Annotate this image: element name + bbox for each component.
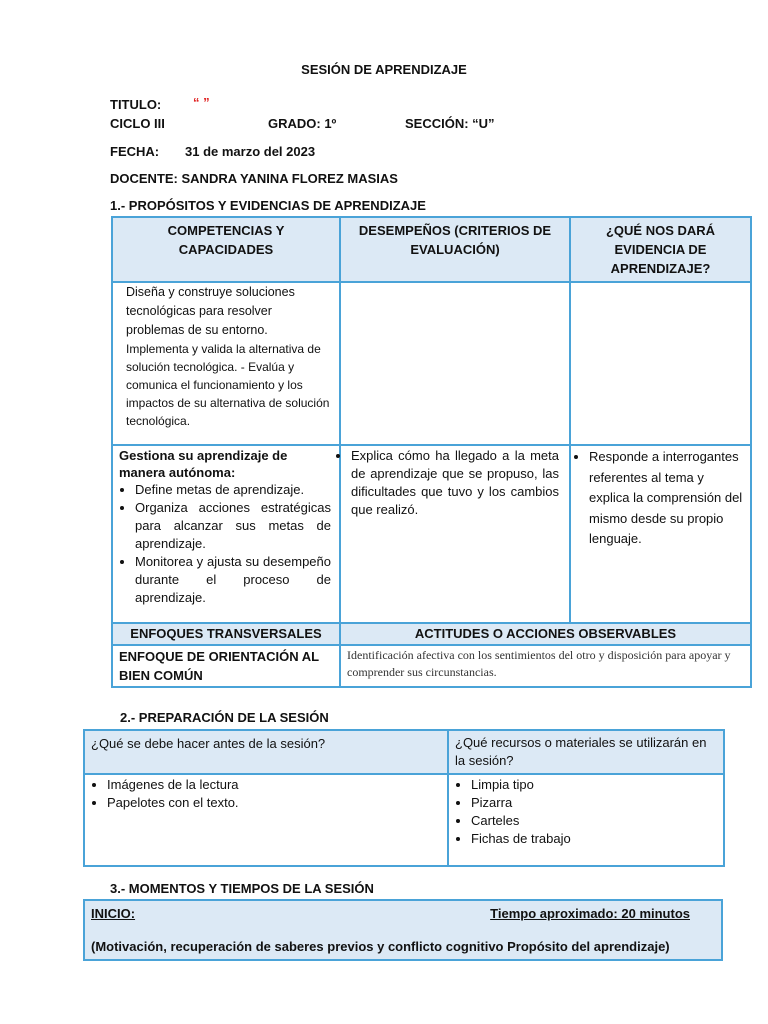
list-item: • Imágenes de la lectura <box>107 776 441 794</box>
inicio-descripcion: (Motivación, recuperación de saberes previos y conflicto cognitivo Propósito del aprendizaje) <box>91 939 670 954</box>
document-title: SESIÓN DE APRENDIZAJE <box>301 62 467 77</box>
evidencia-list <box>573 447 744 550</box>
header-enfoques: ENFOQUES TRANSVERSALES <box>112 623 340 645</box>
competencia-cell-2 <box>112 445 340 623</box>
list-item: • Carteles <box>471 812 717 830</box>
section1-heading: 1.- PROPÓSITOS Y EVIDENCIAS DE APRENDIZAJE <box>110 198 426 213</box>
enfoque-cell: ENFOQUE DE ORIENTACIÓN AL BIEN COMÚN <box>112 645 340 687</box>
preparacion-table <box>83 729 725 867</box>
titulo-label: TITULO: <box>110 97 162 112</box>
seccion: SECCIÓN: “U” <box>405 116 495 131</box>
grado: GRADO: 1º <box>268 116 337 131</box>
desempeno-list <box>343 447 559 519</box>
antes-cell <box>84 774 448 866</box>
evidencia-text: • Responde a interrogantes referentes al tema y explica la comprensión del mismo desde su propio lenguaje. <box>589 447 744 550</box>
list-item: • Pizarra <box>471 794 717 812</box>
header-actitudes: ACTITUDES O ACCIONES OBSERVABLES <box>340 623 751 645</box>
list-item: • Papelotes con el texto. <box>107 794 441 812</box>
header-recursos: ¿Qué recursos o materiales se utilizarán en la sesión? <box>448 730 724 774</box>
inicio-cell <box>84 900 722 960</box>
antes-list <box>91 776 441 812</box>
section3-heading: 3.- MOMENTOS Y TIEMPOS DE LA SESIÓN <box>110 881 374 896</box>
momentos-table <box>83 899 723 961</box>
list-item: • Organiza acciones estratégicas para alcanzar sus metas de aprendizaje. <box>135 499 331 553</box>
header-competencias: COMPETENCIAS Y CAPACIDADES <box>112 217 340 282</box>
desempeno-cell-2 <box>340 445 570 623</box>
gestiona-text: Gestiona su aprendizaje de manera autónoma: <box>119 448 288 480</box>
recursos-cell <box>448 774 724 866</box>
propositos-table <box>111 216 752 688</box>
evidencia-cell-2 <box>570 445 751 623</box>
ciclo: CICLO III <box>110 116 165 131</box>
capacidades-text: Implementa y valida la alternativa de solución tecnológica. - Evalúa y comunica el funcionamiento y los impactos de su alternativa de solución tecnológica. <box>126 342 330 428</box>
titulo-value: “ ” <box>193 95 210 110</box>
header-antes: ¿Qué se debe hacer antes de la sesión? <box>84 730 448 774</box>
list-item: • Fichas de trabajo <box>471 830 717 848</box>
competencia-text: Diseña y construye soluciones tecnológicas para resolver problemas de su entorno. <box>126 285 295 337</box>
recursos-list <box>455 776 717 848</box>
list-item: • Limpia tipo <box>471 776 717 794</box>
inicio-label: INICIO: <box>91 906 136 921</box>
desempeno-text: • Explica cómo ha llegado a la meta de aprendizaje que se propuso, las dificultades que tuvo y los cambios que realizó. <box>351 447 559 519</box>
gestiona-list <box>119 481 331 607</box>
desempeno-cell-1 <box>340 282 570 445</box>
actitud-cell: Identificación afectiva con los sentimientos del otro y disposición para apoyar y comprender sus circunstancias. <box>340 645 751 687</box>
evidencia-cell-1 <box>570 282 751 445</box>
competencia-cell-1 <box>112 282 340 445</box>
list-item: • Define metas de aprendizaje. <box>135 481 331 499</box>
tiempo-label: Tiempo aproximado: 20 minutos <box>490 906 690 921</box>
header-desempenos: DESEMPEÑOS (CRITERIOS DE EVALUACIÓN) <box>340 217 570 282</box>
fecha-label: FECHA: <box>110 144 160 159</box>
header-evidencia: ¿QUÉ NOS DARÁ EVIDENCIA DE APRENDIZAJE? <box>570 217 751 282</box>
list-item: • Monitorea y ajusta su desempeño durante el proceso de aprendizaje. <box>135 553 331 607</box>
section2-heading: 2.- PREPARACIÓN DE LA SESIÓN <box>120 710 329 725</box>
docente: DOCENTE: SANDRA YANINA FLOREZ MASIAS <box>110 171 398 186</box>
fecha-value: 31 de marzo del 2023 <box>185 144 316 159</box>
